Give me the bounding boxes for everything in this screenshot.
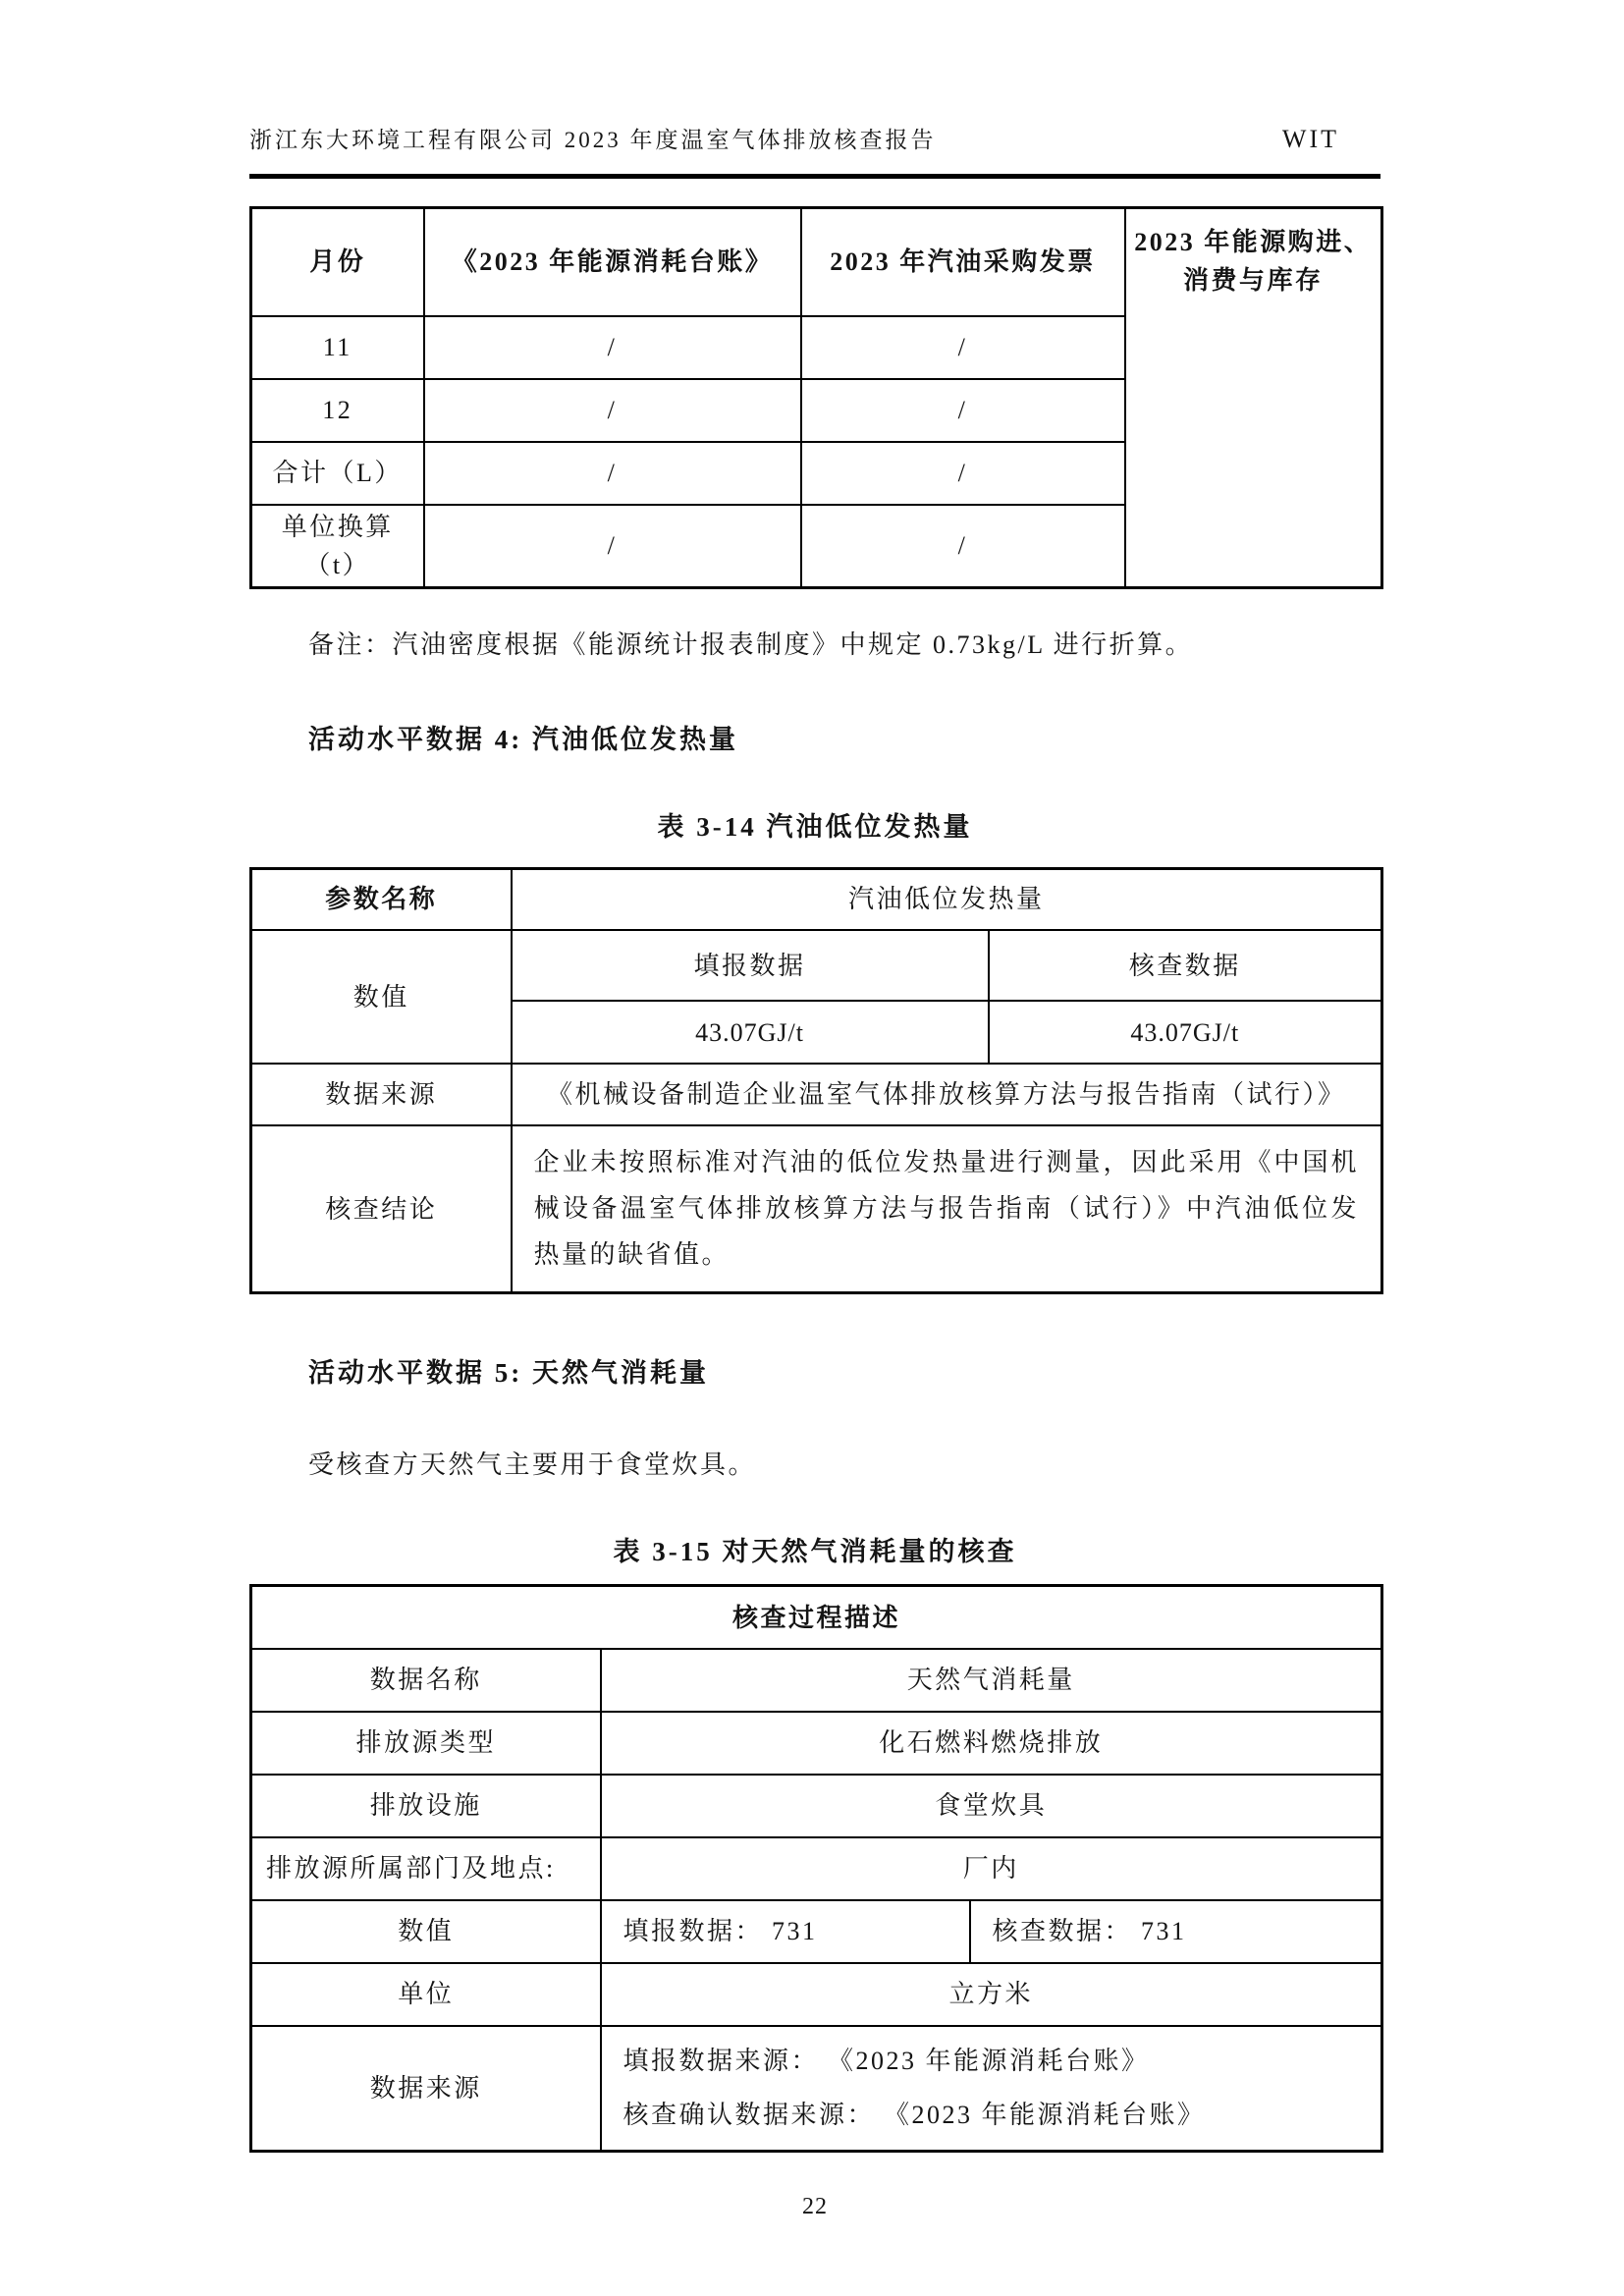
invoice-value: / <box>801 442 1125 505</box>
section-heading-activity-data-5: 活动水平数据 5: 天然气消耗量 <box>308 1358 709 1389</box>
value-label: 数值 <box>251 930 512 1064</box>
gasoline-ncv-table <box>249 867 1383 1295</box>
param-name-row <box>251 868 1382 930</box>
department-location-row <box>251 1837 1382 1900</box>
verified-source-line: 核查确认数据来源： 《2023 年能源消耗台账》 <box>623 2100 1206 2129</box>
verified-data-value: 43.07GJ/t <box>989 1001 1382 1064</box>
numeric-value-label: 数值 <box>251 1900 601 1963</box>
value-header-row <box>251 930 1382 1001</box>
fuel-table-header-row <box>251 208 1382 316</box>
data-source-value: 《机械设备制造企业温室气体排放核算方法与报告指南（试行）》 <box>512 1064 1382 1125</box>
unit-row <box>251 1963 1382 2026</box>
fuel-records-table <box>249 206 1383 589</box>
table-3-15-caption: 表 3-15 对天然气消耗量的核查 <box>613 1537 1017 1567</box>
unit-label: 单位 <box>251 1963 601 2026</box>
data-source-row <box>251 2026 1382 2152</box>
running-header <box>249 0 1380 179</box>
col-header-invoice: 2023 年汽油采购发票 <box>801 208 1125 316</box>
ledger-value: / <box>424 442 801 505</box>
reported-value: 填报数据： 731 <box>601 1900 970 1963</box>
emission-source-type-row <box>251 1712 1382 1775</box>
emission-facility-value: 食堂炊具 <box>601 1775 1382 1837</box>
month-label: 12 <box>251 379 424 442</box>
data-name-row <box>251 1649 1382 1712</box>
unit-conversion-label: 单位换算（t） <box>251 505 424 588</box>
param-name-label: 参数名称 <box>251 868 512 930</box>
natural-gas-verification-table <box>249 1584 1383 2153</box>
table-3-14-caption: 表 3-14 汽油低位发热量 <box>657 811 973 842</box>
emission-facility-row <box>251 1775 1382 1837</box>
data-source-value <box>601 2026 1382 2152</box>
unit-value: 立方米 <box>601 1963 1382 2026</box>
data-name-label: 数据名称 <box>251 1649 601 1712</box>
verified-value: 核查数据： 731 <box>970 1900 1382 1963</box>
department-location-label: 排放源所属部门及地点: <box>251 1837 601 1900</box>
emission-source-type-label: 排放源类型 <box>251 1712 601 1775</box>
process-description-row <box>251 1586 1382 1649</box>
page-number: 22 <box>802 2194 828 2220</box>
param-name-value: 汽油低位发热量 <box>512 868 1382 930</box>
numeric-value-row <box>251 1900 1382 1963</box>
section5-intro: 受核查方天然气主要用于食堂炊具。 <box>308 1450 757 1480</box>
ledger-value: / <box>424 505 801 588</box>
department-location-value: 厂内 <box>601 1837 1382 1900</box>
col-header-month: 月份 <box>251 208 424 316</box>
report-title: 浙江东大环境工程有限公司 2023 年度温室气体排放核查报告 <box>249 128 937 152</box>
data-source-label: 数据来源 <box>251 1064 512 1125</box>
month-label: 11 <box>251 316 424 379</box>
col-header-energy-stock-merged-cell <box>1125 208 1382 588</box>
data-name-value: 天然气消耗量 <box>601 1649 1382 1712</box>
ledger-value: / <box>424 316 801 379</box>
conclusion-value: 企业未按照标准对汽油的低位发热量进行测量，因此采用《中国机械设备温室气体排放核算方法与报告指南（试行）》中汽油低位发热量的缺省值。 <box>512 1125 1382 1293</box>
section-heading-activity-data-4: 活动水平数据 4: 汽油低位发热量 <box>308 724 738 754</box>
reported-data-value: 43.07GJ/t <box>512 1001 989 1064</box>
brand-mark: WIT <box>1281 125 1339 153</box>
col-header-ledger: 《2023 年能源消耗台账》 <box>424 208 801 316</box>
conclusion-row <box>251 1125 1382 1293</box>
ledger-value: / <box>424 379 801 442</box>
page-content <box>249 0 1380 2220</box>
invoice-value: / <box>801 316 1125 379</box>
emission-source-type-value: 化石燃料燃烧排放 <box>601 1712 1382 1775</box>
invoice-value: / <box>801 379 1125 442</box>
reported-data-label: 填报数据 <box>512 930 989 1001</box>
table-note: 备注：汽油密度根据《能源统计报表制度》中规定 0.73kg/L 进行折算。 <box>308 629 1194 659</box>
data-source-label: 数据来源 <box>251 2026 601 2152</box>
process-description-title: 核查过程描述 <box>251 1586 1382 1649</box>
invoice-value: / <box>801 505 1125 588</box>
conclusion-label: 核查结论 <box>251 1125 512 1293</box>
reported-source-line: 填报数据来源： 《2023 年能源消耗台账》 <box>623 2047 1150 2076</box>
emission-facility-label: 排放设施 <box>251 1775 601 1837</box>
total-label: 合计（L） <box>251 442 424 505</box>
verified-data-label: 核查数据 <box>989 930 1382 1001</box>
data-source-row <box>251 1064 1382 1125</box>
col-header-energy-stock: 2023 年能源购进、消费与库存 <box>1134 228 1373 295</box>
